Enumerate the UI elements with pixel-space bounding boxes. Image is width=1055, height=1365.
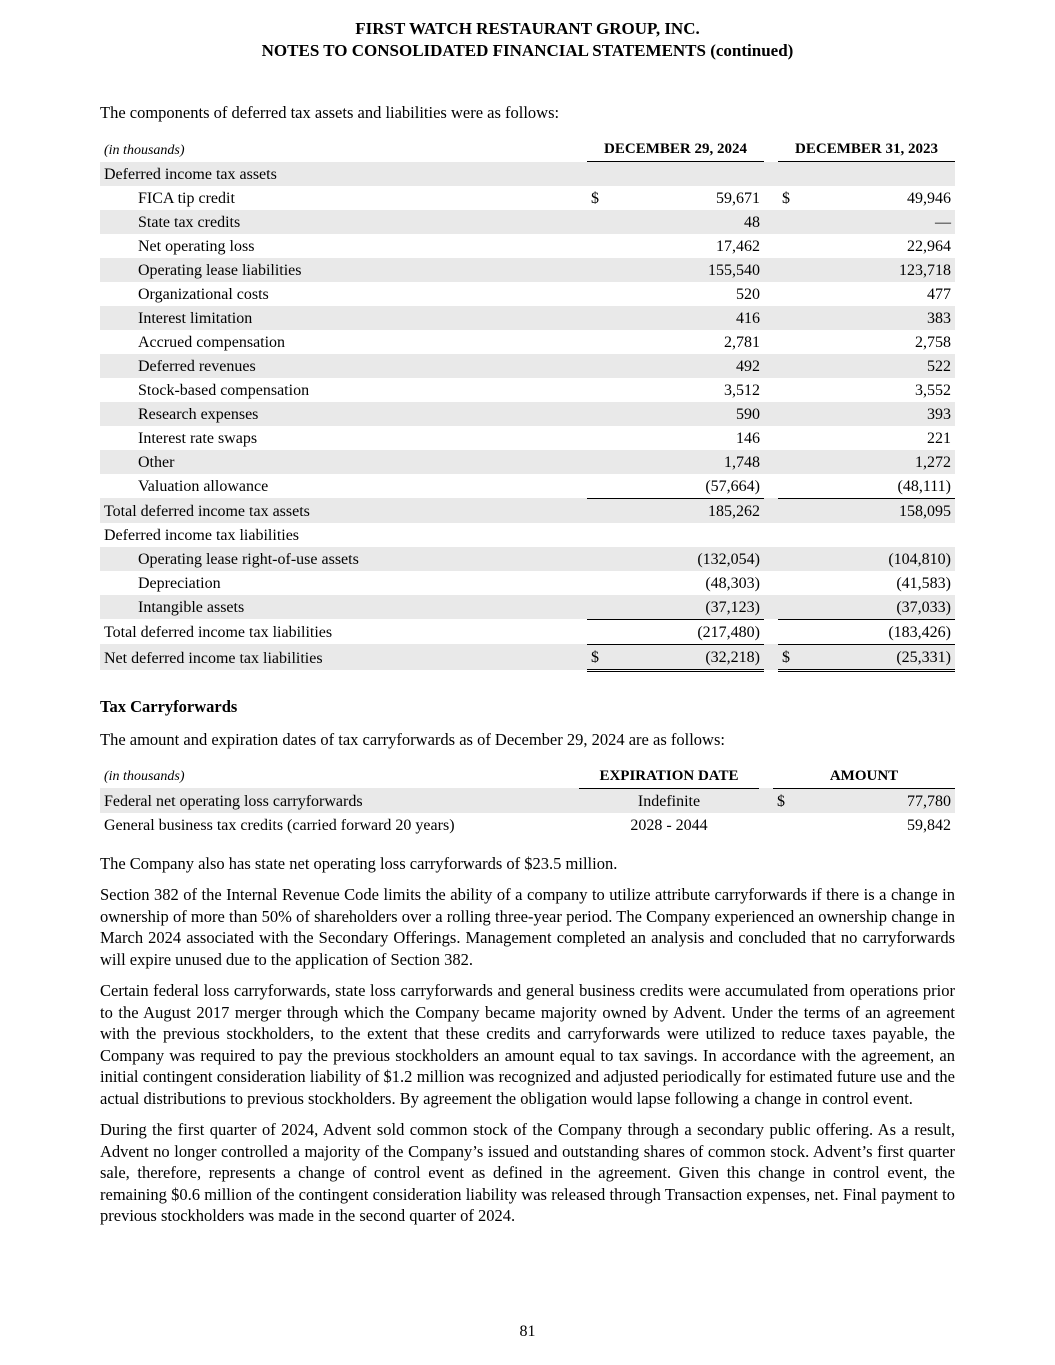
currency-symbol — [778, 354, 800, 378]
table-row — [100, 523, 955, 547]
value-2023: — — [935, 213, 951, 231]
currency-symbol — [587, 523, 609, 547]
value-2023: 383 — [927, 309, 951, 327]
row-label: Federal net operating loss carryforwards — [104, 792, 363, 810]
value-2023: (37,033) — [800, 595, 955, 620]
table-row — [100, 258, 955, 282]
row-label: Intangible assets — [138, 599, 245, 616]
column-gap — [764, 498, 778, 523]
row-label: Valuation allowance — [138, 478, 269, 495]
table-row — [100, 354, 955, 378]
table-row — [100, 378, 955, 402]
value-2024: 185,262 — [708, 502, 760, 520]
document-title: NOTES TO CONSOLIDATED FINANCIAL STATEMENTS (continued) — [261, 41, 794, 60]
value-2024: 1,748 — [724, 453, 760, 471]
column-gap — [764, 450, 778, 474]
column-gap — [759, 788, 773, 813]
value-2023 — [800, 162, 955, 186]
column-gap — [764, 354, 778, 378]
column-gap — [764, 378, 778, 402]
row-label: Accrued compensation — [138, 333, 286, 351]
currency-symbol — [587, 426, 609, 450]
table-row — [100, 210, 955, 234]
currency-symbol — [587, 354, 609, 378]
column-gap — [764, 162, 778, 186]
column-gap — [764, 258, 778, 282]
amount-value: 77,780 — [907, 792, 952, 810]
table-row — [100, 498, 955, 523]
currency-symbol — [778, 378, 800, 402]
body-paragraphs — [100, 853, 955, 1227]
column-header-expiration-date: EXPIRATION DATE — [579, 764, 759, 789]
table-row — [100, 450, 955, 474]
currency-symbol — [778, 450, 800, 474]
unit-label: (in thousands) — [104, 769, 185, 784]
value-2024: 2,781 — [724, 333, 760, 351]
currency-symbol — [587, 595, 609, 620]
row-label: Organizational costs — [138, 285, 269, 303]
value-2023: (183,426) — [800, 619, 955, 644]
currency-symbol — [778, 547, 800, 571]
carryforwards-intro-text: The amount and expiration dates of tax carryforwards as of December 29, 2024 are as follows: — [100, 729, 725, 749]
table-row — [100, 282, 955, 306]
currency-symbol: $ — [777, 792, 785, 810]
value-2024: (57,664) — [609, 474, 764, 499]
currency-symbol — [587, 378, 609, 402]
value-2023: 522 — [927, 357, 951, 375]
value-2023: (41,583) — [896, 574, 951, 592]
section-heading-tax-carryforwards: Tax Carryforwards — [100, 696, 238, 716]
row-label: Stock-based compensation — [138, 381, 310, 399]
table-row — [100, 330, 955, 354]
currency-symbol — [587, 547, 609, 571]
currency-symbol — [773, 813, 795, 837]
value-2024: (217,480) — [609, 619, 764, 644]
document-header — [100, 18, 955, 62]
currency-symbol — [778, 426, 800, 450]
table-row — [100, 306, 955, 330]
column-gap — [764, 547, 778, 571]
value-2023: 3,552 — [915, 381, 951, 399]
currency-symbol — [778, 474, 800, 499]
currency-symbol — [587, 258, 609, 282]
value-2024: (37,123) — [609, 595, 764, 620]
deferred-tax-table-body — [100, 162, 955, 671]
value-2023: (104,810) — [888, 550, 951, 568]
row-label: Total deferred income tax liabilities — [104, 624, 333, 641]
value-2024: 416 — [736, 309, 760, 327]
deferred-tax-table-header-row — [100, 137, 955, 162]
column-header-2023: DECEMBER 31, 2023 — [778, 137, 955, 162]
currency-symbol: $ — [778, 644, 800, 670]
column-gap — [764, 644, 778, 670]
expiration-date-value: Indefinite — [637, 792, 701, 810]
value-2023: 221 — [927, 429, 951, 447]
currency-symbol — [587, 210, 609, 234]
value-2024 — [609, 162, 764, 186]
currency-symbol — [778, 306, 800, 330]
currency-symbol — [587, 498, 609, 523]
column-gap — [764, 523, 778, 547]
column-gap — [764, 474, 778, 499]
value-2023: 49,946 — [907, 189, 951, 207]
table-row — [100, 595, 955, 620]
value-2023: 158,095 — [899, 502, 951, 520]
table-row — [100, 813, 955, 837]
currency-symbol — [778, 162, 800, 186]
row-label: Total deferred income tax assets — [104, 502, 310, 520]
row-label: Operating lease right-of-use assets — [138, 550, 359, 568]
page-number: 81 — [519, 1323, 536, 1340]
expiration-date-value: 2028 - 2044 — [630, 816, 708, 834]
row-label: Net deferred income tax liabilities — [104, 650, 323, 667]
table-row — [100, 571, 955, 595]
currency-symbol — [778, 402, 800, 426]
column-gap — [759, 813, 773, 837]
intro-text: The components of deferred tax assets and liabilities were as follows: — [100, 103, 560, 122]
value-2023: 2,758 — [915, 333, 951, 351]
table-row — [100, 644, 955, 670]
row-label: Deferred revenues — [138, 357, 256, 375]
carryforwards-table-header-row — [100, 764, 955, 789]
currency-symbol — [587, 474, 609, 499]
value-2024: 492 — [736, 357, 760, 375]
table-row — [100, 402, 955, 426]
table-row — [100, 788, 955, 813]
column-gap — [764, 186, 778, 210]
value-2023: (25,331) — [800, 644, 955, 670]
deferred-tax-table — [100, 137, 955, 672]
value-2024: 155,540 — [708, 261, 760, 279]
row-label: Depreciation — [138, 574, 221, 592]
row-label: Other — [138, 453, 175, 471]
currency-symbol — [778, 210, 800, 234]
column-header-amount: AMOUNT — [773, 764, 955, 789]
row-label: Interest limitation — [138, 309, 253, 327]
currency-symbol — [587, 330, 609, 354]
carryforwards-table — [100, 764, 955, 837]
table-row — [100, 547, 955, 571]
column-gap — [764, 234, 778, 258]
paragraph: Certain federal loss carryforwards, state loss carryforwards and general business credits were accumulated from operations prior to the August 2017 merger through which the Company became majority owned by Advent. Under the terms of an agreement with the previous stockholders, to the extent that these credits and carryforwards were utilized to reduce taxes payable, the Company was required to pay the previous stockholders an amount equal to tax savings. In accordance with the agreement, an initial contingent consideration liability of $1.2 million was recognized and adjusted periodically for estimated future use and the actual distributions to previous stockholders. By agreement the obligation would lapse following a change in control event. — [100, 981, 955, 1108]
currency-symbol — [587, 571, 609, 595]
currency-symbol — [778, 282, 800, 306]
column-gap — [764, 402, 778, 426]
column-gap — [764, 571, 778, 595]
paragraph: The Company also has state net operating loss carryforwards of $23.5 million. — [100, 853, 618, 873]
column-gap — [764, 210, 778, 234]
row-label: Operating lease liabilities — [138, 261, 302, 279]
currency-symbol — [587, 234, 609, 258]
value-2024: 520 — [736, 285, 760, 303]
column-header-2024: DECEMBER 29, 2024 — [587, 137, 764, 162]
currency-symbol — [778, 595, 800, 620]
currency-symbol: $ — [587, 644, 609, 670]
currency-symbol — [778, 571, 800, 595]
column-gap — [759, 764, 773, 789]
value-2023: 1,272 — [915, 453, 951, 471]
column-gap — [764, 306, 778, 330]
value-2024: (132,054) — [697, 550, 760, 568]
table-row — [100, 474, 955, 499]
value-2024: 59,671 — [716, 189, 760, 207]
table-row — [100, 619, 955, 644]
paragraph: During the first quarter of 2024, Advent sold common stock of the Company through a secondary public offering. As a result, Advent no longer controlled a majority of the Company’s issued and outstanding shares of common stock. Advent’s first quarter sale, therefore, represents a change of control event as defined in the agreement. Given this change in control event, the remaining $0.6 million of the contingent consideration liability was released through Transaction expenses, net. Final payment to previous stockholders was made in the second quarter of 2024. — [100, 1120, 955, 1225]
column-gap — [764, 595, 778, 620]
currency-symbol — [778, 258, 800, 282]
column-gap — [764, 426, 778, 450]
value-2023: 123,718 — [899, 261, 951, 279]
value-2024: 590 — [736, 405, 760, 423]
currency-symbol — [587, 282, 609, 306]
row-label: Net operating loss — [138, 237, 255, 255]
currency-symbol: $ — [591, 189, 599, 207]
value-2024: 17,462 — [716, 237, 760, 255]
row-label: General business tax credits (carried forward 20 years) — [104, 816, 455, 834]
table-row — [100, 186, 955, 210]
row-label: Research expenses — [138, 405, 259, 423]
value-2024: (32,218) — [609, 644, 764, 670]
value-2024: 48 — [744, 213, 760, 231]
value-2023: 22,964 — [907, 237, 951, 255]
row-label: Interest rate swaps — [138, 429, 258, 447]
row-label: State tax credits — [138, 213, 241, 231]
value-2024: 3,512 — [724, 381, 760, 399]
row-label: Deferred income tax liabilities — [104, 526, 300, 544]
currency-symbol — [778, 619, 800, 644]
value-2024: 146 — [736, 429, 760, 447]
currency-symbol — [778, 234, 800, 258]
column-gap — [764, 282, 778, 306]
currency-symbol — [778, 330, 800, 354]
currency-symbol — [587, 306, 609, 330]
currency-symbol — [587, 162, 609, 186]
currency-symbol: $ — [782, 189, 790, 207]
amount-value: 59,842 — [907, 816, 952, 834]
value-2023 — [800, 523, 955, 547]
currency-symbol — [587, 402, 609, 426]
table-row — [100, 426, 955, 450]
column-gap — [764, 330, 778, 354]
paragraph: Section 382 of the Internal Revenue Code limits the ability of a company to utilize attribute carryforwards if there is a change in ownership of more than 50% of shareholders over a rolling three-year period. The Company experienced an ownership change in March 2024 associated with the Secondary Offerings. Management completed an analysis and concluded that no carryforwards will expire unused due to the application of Section 382. — [100, 885, 955, 969]
row-label: Deferred income tax assets — [104, 165, 277, 183]
company-name: FIRST WATCH RESTAURANT GROUP, INC. — [355, 19, 700, 38]
value-2024: (48,303) — [705, 574, 760, 592]
value-2024 — [609, 523, 764, 547]
value-2023: (48,111) — [800, 474, 955, 499]
value-2023: 477 — [927, 285, 951, 303]
currency-symbol — [778, 523, 800, 547]
currency-symbol — [587, 619, 609, 644]
column-gap — [764, 137, 778, 162]
row-label: FICA tip credit — [138, 189, 235, 207]
currency-symbol — [778, 498, 800, 523]
table-row — [100, 162, 955, 186]
value-2023: 393 — [927, 405, 951, 423]
unit-label: (in thousands) — [104, 142, 185, 158]
column-gap — [764, 619, 778, 644]
table-row — [100, 234, 955, 258]
currency-symbol — [587, 450, 609, 474]
carryforwards-table-body — [100, 788, 955, 837]
